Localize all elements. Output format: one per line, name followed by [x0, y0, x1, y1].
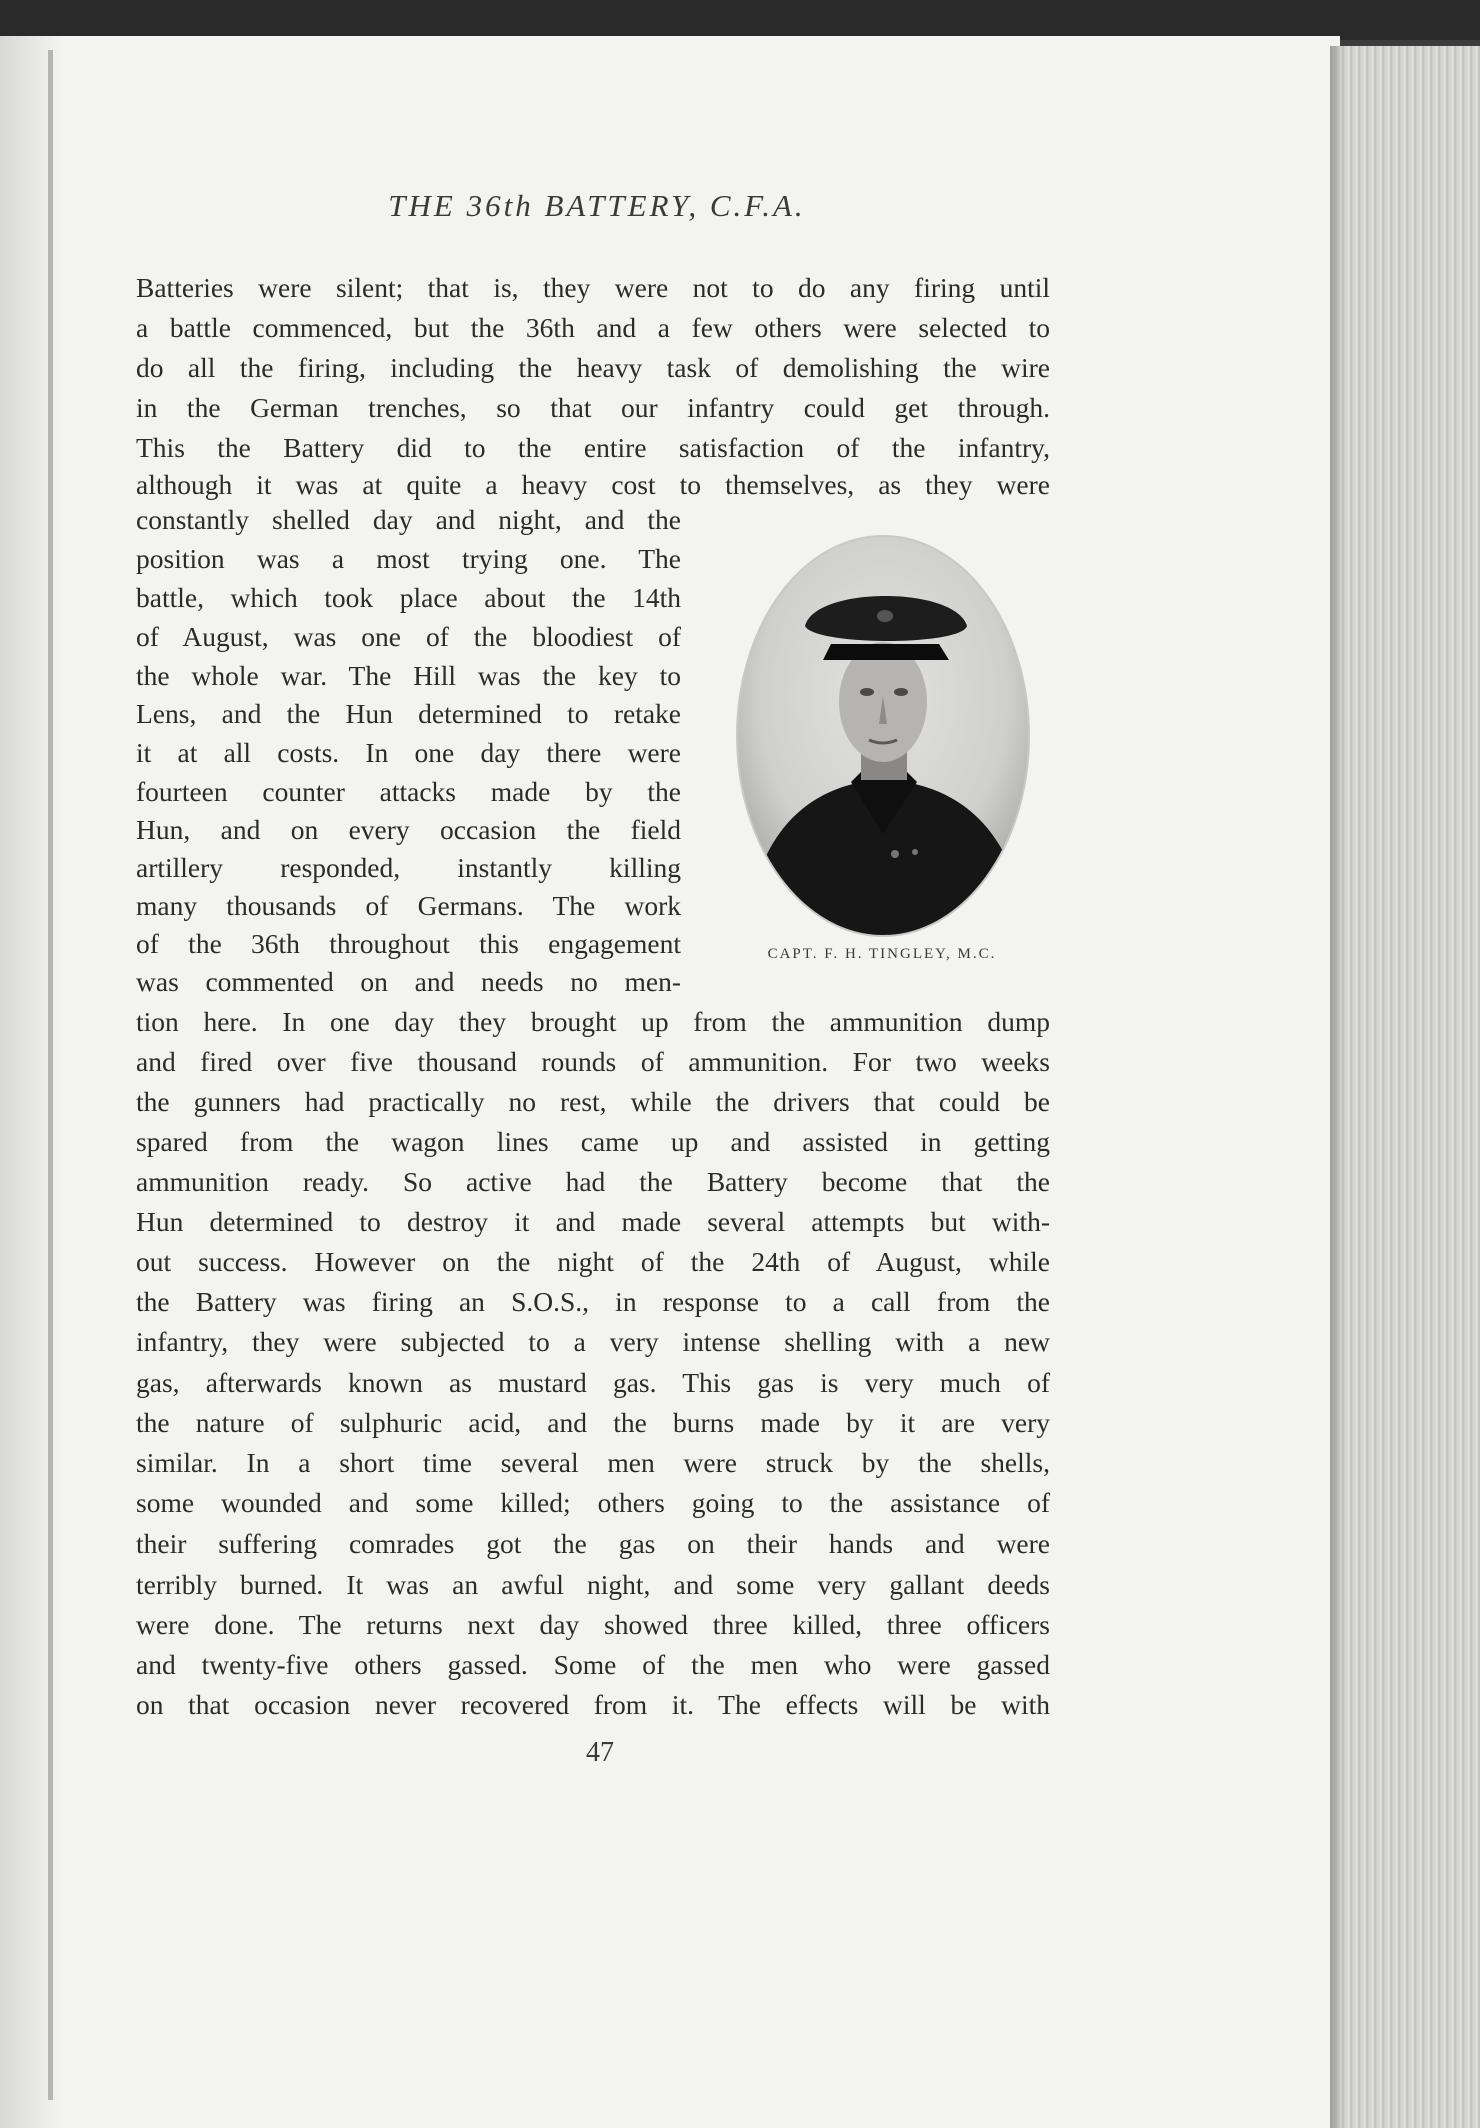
scan-top-border [0, 0, 1480, 40]
text-line: battle, which took place about the 14th [136, 582, 681, 613]
text-line: Batteries were silent; that is, they were not to do any firing until [136, 272, 1050, 303]
text-line: gas, afterwards known as mustard gas. This gas is very much of [136, 1367, 1050, 1398]
text-line: position was a most trying one. The [136, 543, 681, 574]
text-line: This the Battery did to the entire satisfaction of the infantry, [136, 432, 1050, 463]
text-line: of August, was one of the bloodiest of [136, 621, 681, 652]
text-line: on that occasion never recovered from it. The effects will be with [136, 1689, 1050, 1720]
text-line: fourteen counter attacks made by the [136, 776, 681, 807]
page-number: 47 [586, 1737, 614, 1768]
text-line: Hun determined to destroy it and made several attempts but with- [136, 1206, 1050, 1237]
portrait-photo [735, 534, 1032, 938]
running-head: THE 36th BATTERY, C.F.A. [388, 188, 806, 223]
text-line: many thousands of Germans. The work [136, 890, 681, 921]
text-line: it at all costs. In one day there were [136, 737, 681, 768]
text-line: terribly burned. It was an awful night, and some very gallant deeds [136, 1569, 1050, 1600]
portrait-caption: CAPT. F. H. TINGLEY, M.C. [767, 946, 997, 962]
text-line: the Battery was firing an S.O.S., in response to a call from the [136, 1286, 1050, 1317]
text-line: the whole war. The Hill was the key to [136, 660, 681, 691]
text-line: and twenty-five others gassed. Some of the men who were gassed [136, 1649, 1050, 1680]
text-line: spared from the wagon lines came up and assisted in getting [136, 1126, 1050, 1157]
text-line: and fired over five thousand rounds of ammunition. For two weeks [136, 1046, 1050, 1077]
text-line: out success. However on the night of the 24th of August, while [136, 1246, 1050, 1277]
text-line: a battle commenced, but the 36th and a few others were selected to [136, 312, 1050, 343]
text-line: their suffering comrades got the gas on their hands and were [136, 1528, 1050, 1559]
text-line: the gunners had practically no rest, while the drivers that could be [136, 1086, 1050, 1117]
text-line: the nature of sulphuric acid, and the burns made by it are very [136, 1407, 1050, 1438]
text-line: was commented on and needs no men- [136, 966, 681, 997]
text-line: although it was at quite a heavy cost to themselves, as they were [136, 469, 1050, 500]
text-line: infantry, they were subjected to a very intense shelling with a new [136, 1326, 1050, 1357]
text-line: ammunition ready. So active had the Battery become that the [136, 1166, 1050, 1197]
text-line: artillery responded, instantly killing [136, 852, 681, 883]
text-line: some wounded and some killed; others going to the assistance of [136, 1487, 1050, 1518]
text-line: tion here. In one day they brought up from the ammunition dump [136, 1006, 1050, 1037]
text-line: Lens, and the Hun determined to retake [136, 698, 681, 729]
page-edge-shadow [1330, 46, 1344, 2128]
page-edges-stack [1330, 46, 1480, 2128]
text-line: in the German trenches, so that our infantry could get through. [136, 392, 1050, 423]
text-line: were done. The returns next day showed three killed, three officers [136, 1609, 1050, 1640]
page-gutter [0, 36, 64, 2128]
text-line: do all the firing, including the heavy task of demolishing the wire [136, 352, 1050, 383]
binding-edge [48, 50, 53, 2100]
text-line: of the 36th throughout this engagement [136, 928, 681, 959]
text-line: constantly shelled day and night, and the [136, 504, 681, 535]
text-line: Hun, and on every occasion the field [136, 814, 681, 845]
text-line: similar. In a short time several men were struck by the shells, [136, 1447, 1050, 1478]
